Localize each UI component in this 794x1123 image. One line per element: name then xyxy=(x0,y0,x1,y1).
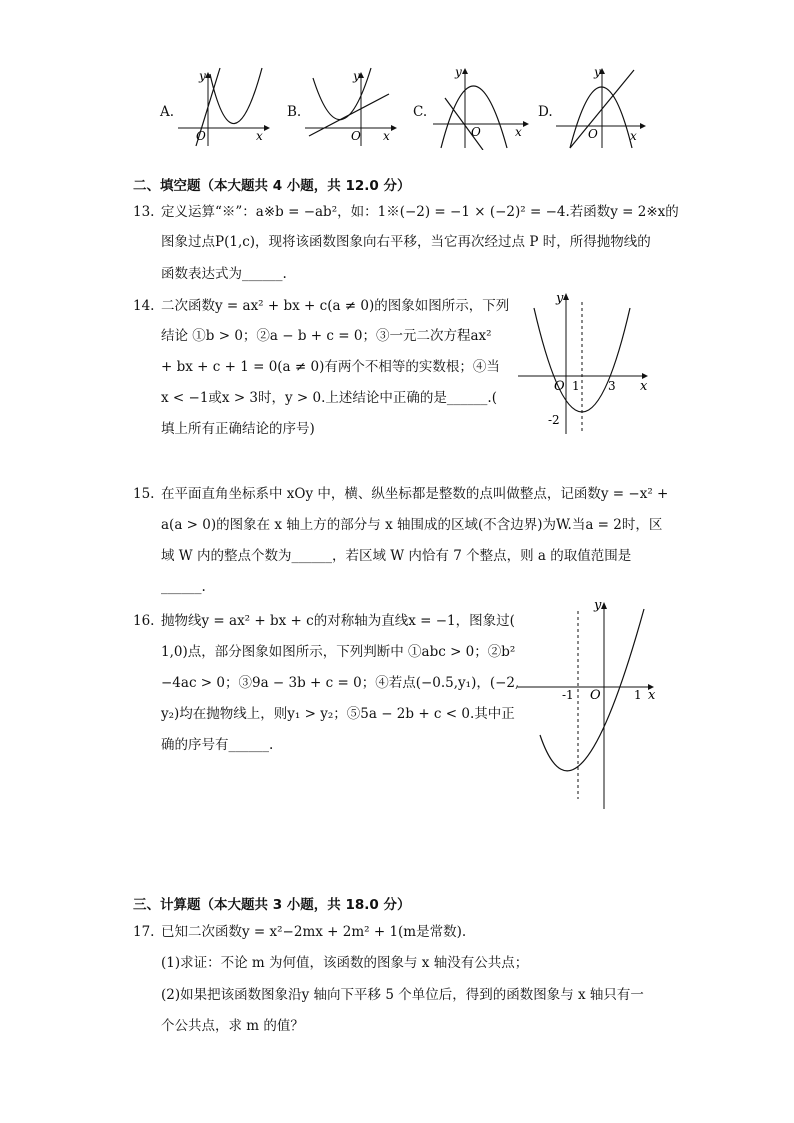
y-axis-label: y xyxy=(556,291,564,306)
question-text-line: (2)如果把该函数图象沿y 轴向下平移 5 个单位后，得到的函数图象与 x 轴只有一 xyxy=(161,987,644,1003)
tick-label-neg1: -1 xyxy=(562,688,574,702)
origin-label: O xyxy=(554,379,565,394)
question-number: 14. xyxy=(133,298,155,314)
question-text-line: 图象过点P(1,c)，现将该函数图象向右平移，当它再次经过点 P 时，所得抛物线的 xyxy=(161,234,651,250)
option-d xyxy=(538,62,650,150)
x-axis-label: x xyxy=(256,129,263,143)
section-title: 三、计算题 xyxy=(133,897,201,913)
question-text-line: 个公共点，求 m 的值？ xyxy=(161,1018,304,1034)
question-text-line: y₂)均在抛物线上，则y₁ > y₂；⑤5a − 2b + c < 0.其中正 xyxy=(161,706,515,722)
y-axis-label: y xyxy=(353,69,360,83)
y-axis-label: y xyxy=(594,598,602,613)
question-text-line: + bx + c + 1 = 0(a ≠ 0)有两个不相等的实数根；④当 xyxy=(161,359,500,375)
question-text-line: x < −1或x > 3时，y > 0.上述结论中正确的是______.( xyxy=(161,390,497,406)
tick-label-neg2: -2 xyxy=(548,413,560,427)
x-axis-label: x xyxy=(630,129,637,143)
section-3-heading xyxy=(133,893,411,913)
x-axis-label: x xyxy=(515,125,522,139)
tick-label-1: 1 xyxy=(572,379,580,393)
section-info: （本大题共 4 小题，共 12.0 分） xyxy=(200,178,411,194)
x-axis-label: x xyxy=(383,129,390,143)
tick-label-1: 1 xyxy=(634,688,642,702)
x-axis-label: x xyxy=(648,688,656,703)
question-number: 13. xyxy=(133,204,155,220)
q16-parabola-graph xyxy=(516,597,662,811)
question-text-line: −4ac > 0；③9a − 3b + c = 0；④若点(−0.5,y₁)，(−2, xyxy=(161,675,520,691)
q14-parabola-graph xyxy=(516,288,656,436)
option-c-graph xyxy=(433,62,531,150)
question-text-line: 定义运算“※”：a※b = −ab²，如：1※(−2) = −1 × (−2)² = −4.若函数y = 2※x的 xyxy=(161,204,679,220)
section-2-heading xyxy=(133,174,411,194)
question-text-line: 域 W 内的整点个数为______，若区域 W 内恰有 7 个整点，则 a 的取值范围是 xyxy=(161,548,632,564)
option-a xyxy=(160,66,272,148)
question-number: 17. xyxy=(133,924,155,940)
question-number: 15. xyxy=(133,486,155,502)
y-axis-label: y xyxy=(199,69,206,83)
question-text-line: (1)求证：不论 m 为何值，该函数的图象与 x 轴没有公共点； xyxy=(161,955,529,971)
origin-label: O xyxy=(590,688,601,703)
question-text-line: 确的序号有______. xyxy=(161,737,274,753)
question-text-line: 函数表达式为______. xyxy=(161,266,287,282)
origin-label: O xyxy=(351,129,361,143)
option-b xyxy=(287,66,399,148)
question-text-line: 填上所有正确结论的序号) xyxy=(161,421,315,437)
question-text-line: 抛物线y = ax² + bx + c的对称轴为直线x = −1，图象过( xyxy=(161,613,515,629)
question-number: 16. xyxy=(133,613,155,629)
question-text-line: 已知二次函数y = x²−2mx + 2m² + 1(m是常数). xyxy=(161,924,467,940)
question-text-line: a(a > 0)的图象在 x 轴上方的部分与 x 轴围成的区域(不含边界)为W.当a = 2时，区 xyxy=(161,517,663,533)
question-text-line: 结论 ①b > 0；②a − b + c = 0；③一元二次方程ax² xyxy=(161,328,492,344)
y-axis-label: y xyxy=(594,65,601,79)
origin-label: O xyxy=(588,127,598,141)
option-label: B. xyxy=(287,104,302,120)
option-label: D. xyxy=(538,104,553,120)
option-b-graph xyxy=(305,66,399,148)
question-text-line: 二次函数y = ax² + bx + c(a ≠ 0)的图象如图所示，下列 xyxy=(161,298,510,314)
tick-label-3: 3 xyxy=(608,379,616,393)
option-label: A. xyxy=(160,104,175,120)
question-text-line: ______. xyxy=(161,579,206,595)
option-a-graph xyxy=(178,66,272,148)
option-label: C. xyxy=(413,104,428,120)
option-c xyxy=(413,62,531,150)
option-d-graph xyxy=(556,62,650,150)
question-text-line: 1,0)点，部分图象如图所示，下列判断中 ①abc > 0；②b² xyxy=(161,644,516,660)
origin-label: O xyxy=(471,125,481,139)
section-title: 二、填空题 xyxy=(133,178,201,194)
question-text-line: 在平面直角坐标系中 xOy 中，横、纵坐标都是整数的点叫做整点，记函数y = −x² + xyxy=(161,486,669,502)
x-axis-label: x xyxy=(640,379,648,394)
origin-label: O xyxy=(196,129,206,143)
section-info: （本大题共 3 小题，共 18.0 分） xyxy=(200,897,411,913)
y-axis-label: y xyxy=(455,65,462,79)
